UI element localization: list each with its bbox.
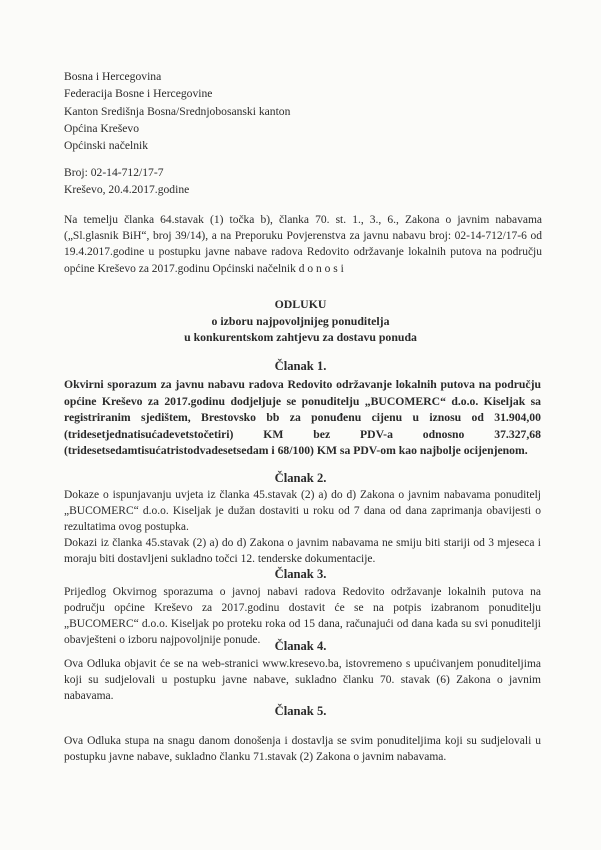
article-2-heading: Članak 2.: [274, 471, 327, 485]
issuer-header: [64, 68, 290, 154]
reference-block: [64, 164, 189, 198]
header-canton: Kanton Središnja Bosna/Srednjobosanski kanton: [64, 104, 291, 118]
article-3-heading: Članak 3.: [274, 567, 327, 581]
article-4-heading: Članak 4.: [274, 639, 327, 653]
article-4-paragraph: Ova Odluka objavit će se na web-stranici www.kresevo.ba, istovremeno s upućivanjem ponuditeljima koji su sudjelovali u postupku javne nabave, sukladno članku 70. stavak (6) Zakona o javnim nabavama.: [64, 658, 541, 703]
decision-title-main: ODLUKU: [274, 297, 327, 311]
decision-title-sub1: o izboru najpovoljnijeg ponuditelja: [211, 313, 390, 328]
article-5-heading: Članak 5.: [274, 704, 327, 718]
header-office: Općinski načelnik: [64, 139, 149, 153]
header-municipality: Općina Kreševo: [64, 121, 140, 135]
article-2-paragraph-2: Dokazi iz članka 45.stavak (2) a) do d) Zakona o javnim nabavama ne smiju biti stariji od 3 mjeseca i moraju biti dostavljeni sukladno točci 12. tenderske dokumentacije.: [64, 537, 541, 566]
article-1-paragraph: Okvirni sporazum za javnu nabavu radova Redovito održavanje lokalnih putova na području općine Kreševo za 2017.godinu dodjeljuje se ponuditelju „BUCOMERC“ d.o.o. Kiseljak sa registriranim sjedištem, Brestovsko bb za ponuđenu cijenu u iznosu od 31.904,00 (tridesetjednatisućadevetstočetiri) KM bez PDV-a odnosno 37.327,68 (tridesetsedamtisućatristodvadesetsedam i 68/100) KM sa PDV-om kao najbolje ocijenjenom.: [64, 378, 541, 458]
header-country: Bosna i Hercegovina: [64, 70, 162, 83]
article-5-paragraph: Ova Odluka stupa na snagu danom donošenja i dostavlja se svim ponuditeljima koji su sudjelovali u postupku javne nabave, sukladno članku 71.stavak (2) Zakona o javnim nabavama.: [64, 735, 541, 764]
reference-number: Broj: 02-14-712/17-7: [64, 166, 164, 179]
article-1-heading: Članak 1.: [274, 359, 327, 373]
decision-title: [0, 296, 601, 346]
article-3-paragraph: Prijedlog Okvirnog sporazuma o javnoj nabavi radova Redovito održavanje lokalnih putova na području općine Kreševo za 2017.godinu dostavit će se na potpis izabranom ponuditelju „BUCOMERC“ d.o.o. Kiseljak po proteku roka od 15 dana, računajući od dana kada su svi ponuditelji obavješteni o izboru najpovoljnije ponude.: [64, 586, 541, 647]
article-2-paragraph-1: Dokaze o ispunjavanju uvjeta iz članka 45.stavak (2) a) do d) Zakona o javnim nabavama ponuditelj „BUCOMERC“ d.o.o. Kiseljak je dužan dostaviti u roku od 7 dana od dana zaprimanja obavijesti o rezultatima ovog postupka.: [64, 489, 541, 534]
decision-title-sub2: u konkurentskom zahtjevu za dostavu ponuda: [184, 330, 417, 344]
header-federation: Federacija Bosne i Hercegovine: [64, 87, 213, 101]
reference-place-date: Kreševo, 20.4.2017.godine: [64, 183, 190, 196]
intro-paragraph: Na temelju članka 64.stavak (1) točka b), članka 70. st. 1., 3., 6., Zakona o javnim nabavama („Sl.glasnik BiH“, broj 39/14), a na Preporuku Povjerenstva za javnu nabavu broj: 02-14-712/17-6 od 19.4.2017.godine u postupku javne nabave radova Redovito održavanje lokalnih putova na području općine Kreševo za 2017.godinu Općinski načelnik d o n o s i: [64, 214, 542, 275]
